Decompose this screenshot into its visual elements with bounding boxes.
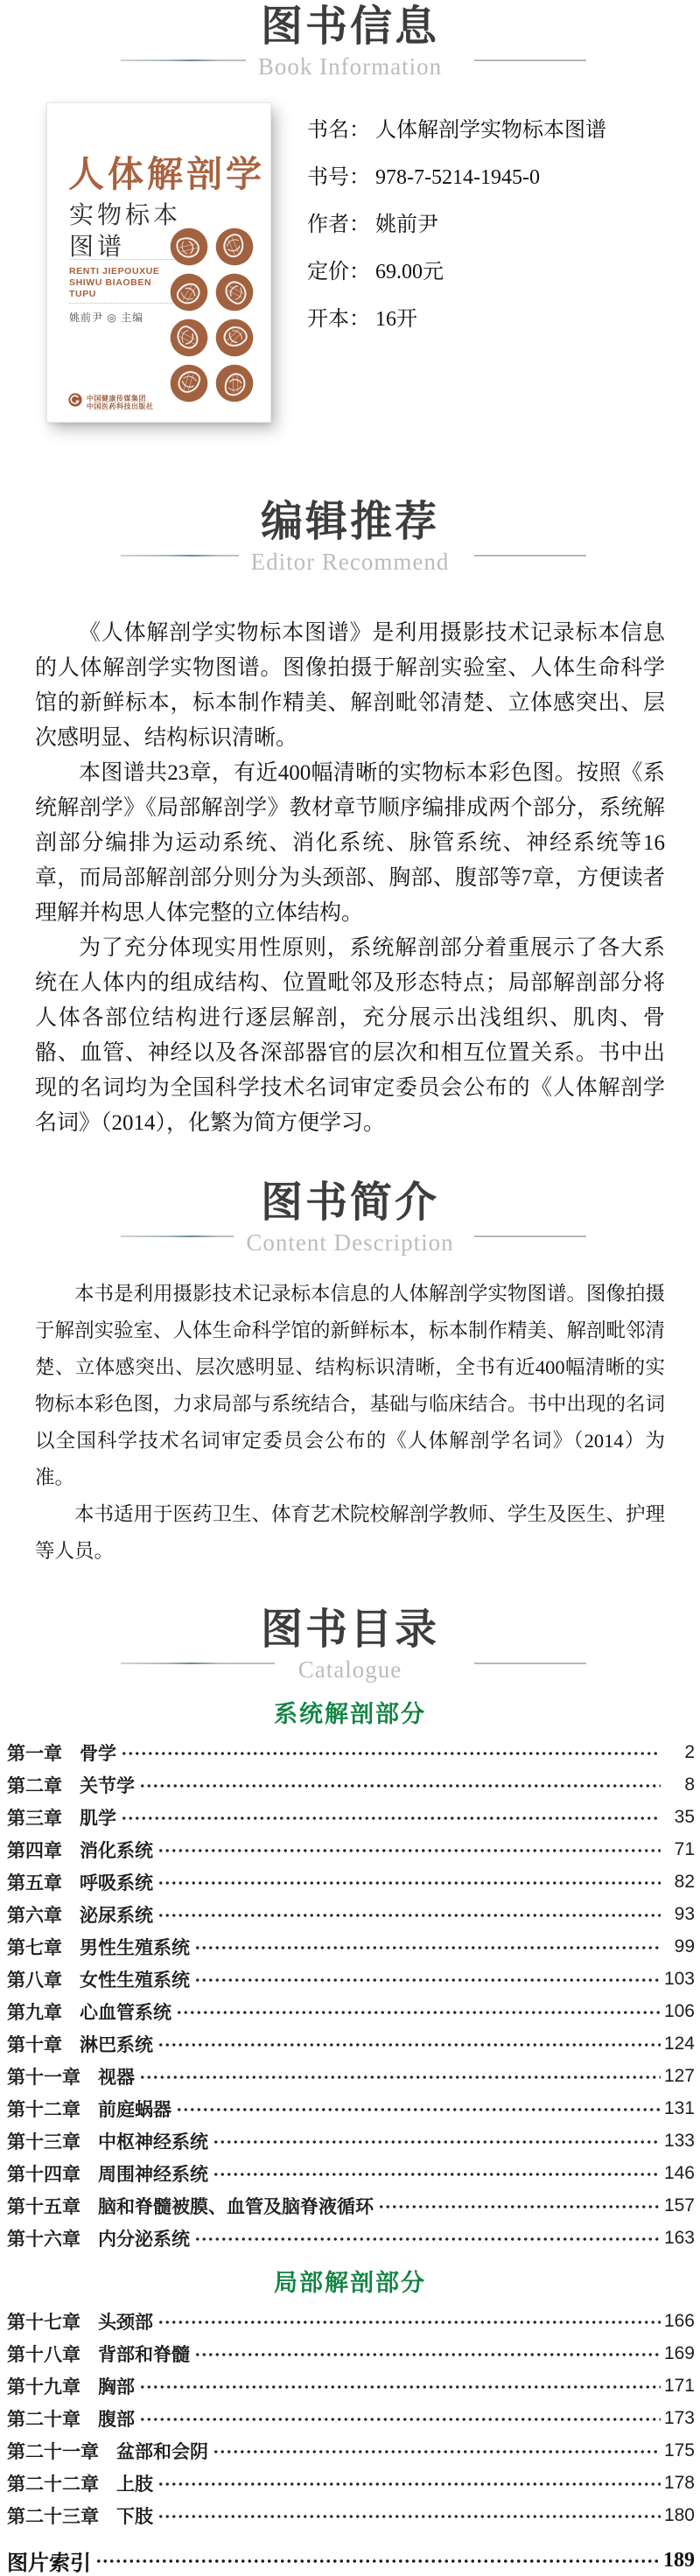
section-title-cn: 图书信息 bbox=[260, 4, 439, 50]
toc-dot-leader bbox=[156, 2041, 661, 2048]
toc-row bbox=[7, 2467, 695, 2499]
toc-chapter-number: 第十章 bbox=[7, 2034, 62, 2055]
metadata-label: 作者： bbox=[307, 214, 370, 236]
metadata-value: 姚前尹 bbox=[375, 214, 438, 236]
section-title-en: Editor Recommend bbox=[239, 546, 462, 578]
cover-subtitle-line1: 实物标本 bbox=[69, 202, 182, 229]
section-title-cn: 编辑推荐 bbox=[260, 499, 439, 545]
toc-dot-leader bbox=[376, 2203, 661, 2210]
toc-chapter-number: 第十四章 bbox=[7, 2164, 80, 2185]
cover-medallion-grid bbox=[170, 228, 254, 402]
toc-page-number: 175 bbox=[663, 2440, 695, 2460]
toc-page-number: 8 bbox=[684, 1774, 695, 1795]
toc-chapter-number: 第四章 bbox=[7, 1840, 62, 1861]
toc-dot-leader bbox=[192, 2236, 661, 2243]
toc-page-number: 124 bbox=[663, 2033, 695, 2054]
catalogue-part2-list bbox=[0, 2305, 700, 2531]
medallion-kidneys-icon bbox=[215, 318, 254, 357]
toc-page-number: 127 bbox=[663, 2065, 695, 2086]
cover-pinyin bbox=[69, 266, 160, 300]
toc-chapter-title: 泌尿系统 bbox=[80, 1905, 153, 1926]
toc-row bbox=[7, 1963, 695, 1995]
toc-dot-leader bbox=[192, 1977, 661, 1984]
section-title-cn: 图书简介 bbox=[260, 1180, 439, 1226]
toc-dot-leader bbox=[211, 2171, 661, 2178]
toc-chapter-number: 第十八章 bbox=[7, 2344, 80, 2365]
metadata-value: 69.00元 bbox=[375, 261, 444, 284]
toc-chapter-number: 第二十二章 bbox=[7, 2474, 99, 2495]
toc-page-number: 103 bbox=[663, 1968, 695, 1989]
book-cover bbox=[47, 103, 270, 422]
toc-page-number: 106 bbox=[663, 2000, 695, 2021]
content-description-text bbox=[0, 1276, 700, 1570]
toc-chapter-title: 呼吸系统 bbox=[80, 1872, 153, 1894]
publisher-line2: 中国医药科技出版社 bbox=[87, 402, 154, 410]
cover-pinyin-line: SHIWU BIAOBEN bbox=[69, 277, 152, 288]
toc-dot-leader bbox=[156, 2481, 661, 2488]
toc-chapter-title: 周围神经系统 bbox=[98, 2164, 208, 2185]
toc-dot-leader bbox=[156, 1847, 661, 1854]
cover-pinyin-line: RENTI JIEPOUXUE bbox=[69, 266, 160, 276]
toc-row bbox=[7, 1833, 695, 1866]
toc-page-number: 2 bbox=[684, 1741, 695, 1762]
toc-page-number: 157 bbox=[663, 2194, 695, 2216]
toc-chapter-title: 视器 bbox=[98, 2067, 135, 2088]
decorative-line-right bbox=[474, 1236, 586, 1237]
cover-title: 人体解剖学 bbox=[68, 154, 265, 194]
toc-page-number: 93 bbox=[674, 1903, 695, 1924]
toc-chapter-number: 第十三章 bbox=[7, 2132, 80, 2152]
cover-separator bbox=[69, 259, 178, 260]
toc-chapter-number: 第二十章 bbox=[7, 2409, 80, 2430]
toc-dot-leader bbox=[156, 2319, 661, 2326]
section-subtitle-row bbox=[0, 51, 700, 86]
catalogue-part2-title: 局部解剖部分 bbox=[274, 2270, 426, 2296]
metadata-label: 定价： bbox=[307, 261, 370, 284]
toc-chapter-number: 第五章 bbox=[7, 1872, 62, 1894]
toc-chapter-number: 第二章 bbox=[7, 1775, 62, 1796]
book-metadata-row bbox=[307, 306, 606, 332]
toc-chapter-title: 背部和脊髓 bbox=[98, 2344, 190, 2365]
publisher-line1: 中国健康传媒集团 bbox=[87, 394, 146, 402]
medallion-shoulder-joint-icon bbox=[215, 228, 254, 266]
toc-chapter-number: 第十七章 bbox=[7, 2312, 80, 2333]
toc-chapter-number: 第十九章 bbox=[7, 2376, 80, 2398]
catalogue-part1-title: 系统解剖部分 bbox=[274, 1701, 426, 1727]
toc-page-number: 166 bbox=[663, 2310, 695, 2331]
toc-dot-leader bbox=[211, 2448, 661, 2455]
toc-chapter-number: 第二十一章 bbox=[7, 2441, 99, 2462]
toc-dot-leader bbox=[192, 2351, 661, 2358]
toc-dot-leader bbox=[192, 1944, 661, 1951]
toc-chapter-number: 第八章 bbox=[7, 1970, 62, 1991]
toc-row bbox=[7, 1995, 695, 2027]
book-metadata-row bbox=[307, 164, 606, 191]
book-metadata-row bbox=[307, 259, 606, 285]
toc-chapter-title: 胸部 bbox=[98, 2376, 135, 2398]
book-info-block bbox=[0, 103, 700, 436]
metadata-value: 978-7-5214-1945-0 bbox=[375, 166, 540, 189]
section-subtitle-row bbox=[0, 1654, 700, 1689]
medallion-neck-muscles-icon bbox=[170, 364, 208, 402]
toc-page-number: 180 bbox=[663, 2504, 695, 2525]
medallion-pelvis-icon bbox=[215, 364, 254, 402]
toc-dot-leader bbox=[156, 1880, 661, 1886]
book-metadata-row bbox=[307, 117, 606, 144]
toc-chapter-number: 第十五章 bbox=[7, 2196, 80, 2217]
toc-dot-leader bbox=[94, 2558, 661, 2565]
toc-page-number: 178 bbox=[663, 2472, 695, 2493]
metadata-label: 书号： bbox=[307, 166, 370, 189]
book-metadata-list bbox=[270, 103, 606, 436]
paragraph: 本图谱共23章，有近400幅清晰的实物标本彩色图。按照《系统解剖学》《局部解剖学》教材章节顺序编排成两个部分，系统解剖部分编排为运动系统、消化系统、脉管系统、神经系统等16章，而局部解剖部分则分为头颈部、胸部、腹部等7章，方便读者理解并构思人体完整的立体结构。 bbox=[35, 761, 665, 925]
paragraph: 本书是利用摄影技术记录标本信息的人体解剖学实物图谱。图像拍摄于解剖实验室、人体生命科学馆的新鲜标本，标本制作精美、解剖毗邻清楚、立体感突出、层次感明显、结构标识清晰，全书有近400幅清晰的实物标本彩色图，力求局部与系统结合，基础与临床结合。书中出现的名词以全国科学技术名词审定委员会公布的《人体解剖学名词》（2014）为准。 bbox=[35, 1283, 666, 1488]
toc-row bbox=[7, 2189, 695, 2222]
toc-row bbox=[7, 2092, 695, 2124]
toc-row bbox=[7, 1801, 695, 1833]
toc-chapter-title: 心血管系统 bbox=[80, 2002, 172, 2023]
toc-dot-leader bbox=[174, 2106, 661, 2113]
cover-subtitle-line2: 图谱 bbox=[69, 234, 126, 261]
picture-index-page: 189 bbox=[663, 2548, 695, 2572]
toc-chapter-number: 第十一章 bbox=[7, 2067, 80, 2088]
toc-chapter-title: 下肢 bbox=[116, 2506, 153, 2527]
section-title-en: Book Information bbox=[246, 51, 454, 82]
toc-dot-leader bbox=[137, 2384, 661, 2390]
metadata-value: 人体解剖学实物标本图谱 bbox=[375, 119, 606, 142]
toc-chapter-title: 内分泌系统 bbox=[98, 2229, 190, 2250]
picture-index-title: 图片索引 bbox=[7, 2552, 91, 2575]
toc-row bbox=[7, 1898, 695, 1930]
toc-row bbox=[7, 1768, 695, 1801]
toc-dot-leader bbox=[174, 2009, 661, 2016]
toc-row bbox=[7, 2499, 695, 2531]
paragraph: 本书适用于医药卫生、体育艺术院校解剖学教师、学生及医生、护理等人员。 bbox=[35, 1503, 666, 1562]
toc-chapter-title: 腹部 bbox=[98, 2409, 135, 2430]
toc-dot-leader bbox=[211, 2138, 661, 2146]
decorative-line-right bbox=[474, 60, 586, 61]
editor-recommend-section-header bbox=[0, 499, 700, 581]
paragraph: 为了充分体现实用性原则，系统解剖部分着重展示了各大系统在人体内的组成结构、位置毗邻及形态特点；局部解剖部分将人体各部位结构进行逐层解剖，充分展示出浅组织、肌肉、骨骼、血管、神经以及各深部器官的层次和相互位置关系。书中出现的名词均为全国科学技术名词审定委员会公布的《人体解剖学名词》（2014），化繁为简方便学习。 bbox=[35, 936, 665, 1135]
medallion-stomach-intestines-icon bbox=[215, 273, 254, 312]
toc-dot-leader bbox=[119, 1815, 661, 1822]
section-title-cn: 图书目录 bbox=[260, 1606, 439, 1653]
toc-row bbox=[7, 2434, 695, 2467]
toc-page-number: 82 bbox=[674, 1871, 695, 1892]
toc-dot-leader bbox=[156, 1912, 661, 1919]
toc-dot-leader bbox=[137, 1782, 661, 1789]
toc-chapter-title: 消化系统 bbox=[80, 1840, 153, 1861]
cover-separator bbox=[69, 303, 178, 304]
toc-page-number: 35 bbox=[674, 1806, 695, 1827]
toc-row bbox=[7, 2337, 695, 2370]
toc-row bbox=[7, 1866, 695, 1898]
toc-chapter-title: 肌学 bbox=[80, 1808, 116, 1829]
toc-page-number: 163 bbox=[663, 2227, 695, 2248]
toc-dot-leader bbox=[137, 2416, 661, 2423]
toc-row bbox=[7, 2370, 695, 2402]
toc-chapter-title: 盆部和会阴 bbox=[116, 2441, 208, 2462]
toc-row bbox=[7, 2222, 695, 2254]
toc-chapter-title: 中枢神经系统 bbox=[98, 2132, 208, 2152]
toc-row bbox=[7, 2157, 695, 2189]
decorative-line-right bbox=[474, 555, 586, 556]
toc-dot-leader bbox=[137, 2074, 661, 2081]
cover-author-line: 姚前尹 ◎ 主编 bbox=[69, 312, 144, 324]
toc-chapter-title: 头颈部 bbox=[98, 2312, 153, 2333]
picture-index-row bbox=[0, 2545, 700, 2575]
editor-recommend-text bbox=[0, 616, 700, 1141]
toc-chapter-number: 第二十三章 bbox=[7, 2506, 99, 2527]
toc-page-number: 131 bbox=[663, 2097, 695, 2118]
toc-row bbox=[7, 1736, 695, 1768]
toc-page-number: 133 bbox=[663, 2130, 695, 2151]
section-title-en: Catalogue bbox=[286, 1654, 414, 1685]
publisher-name bbox=[87, 395, 154, 410]
decorative-line-right bbox=[474, 1662, 586, 1664]
cover-pinyin-line: TUPU bbox=[69, 289, 96, 299]
publisher-logo-icon bbox=[68, 393, 82, 411]
section-subtitle-row bbox=[0, 546, 700, 581]
toc-row bbox=[7, 2027, 695, 2060]
toc-dot-leader bbox=[119, 1750, 661, 1757]
toc-row bbox=[7, 2402, 695, 2434]
toc-chapter-number: 第九章 bbox=[7, 2002, 62, 2023]
toc-chapter-number: 第一章 bbox=[7, 1743, 62, 1764]
toc-page-number: 173 bbox=[663, 2407, 695, 2428]
publisher-block bbox=[68, 393, 154, 411]
metadata-value: 16开 bbox=[375, 308, 417, 331]
medallion-jaw-teeth-icon bbox=[170, 273, 208, 312]
content-description-section-header bbox=[0, 1180, 700, 1262]
medallion-heart-icon bbox=[170, 228, 208, 266]
medallion-foot-bones-icon bbox=[170, 318, 208, 357]
toc-page-number: 71 bbox=[674, 1838, 695, 1859]
toc-chapter-title: 女性生殖系统 bbox=[80, 1970, 190, 1991]
paragraph: 《人体解剖学实物标本图谱》是利用摄影技术记录标本信息的人体解剖学实物图谱。图像拍摄于解剖实验室、人体生命科学馆的新鲜标本，标本制作精美、解剖毗邻清楚、立体感突出、层次感明显、结构标识清晰。 bbox=[35, 621, 665, 750]
toc-page-number: 99 bbox=[674, 1936, 695, 1956]
toc-row bbox=[7, 2060, 695, 2092]
decorative-line-left bbox=[121, 1662, 275, 1664]
toc-page-number: 169 bbox=[663, 2342, 695, 2363]
metadata-label: 书名： bbox=[307, 119, 370, 142]
toc-chapter-number: 第十二章 bbox=[7, 2099, 80, 2120]
section-title-en: Content Description bbox=[234, 1227, 466, 1258]
catalogue-section-header bbox=[0, 1606, 700, 1689]
toc-page-number: 146 bbox=[663, 2162, 695, 2183]
section-subtitle-row bbox=[0, 1227, 700, 1262]
metadata-label: 开本： bbox=[307, 308, 370, 331]
toc-row bbox=[7, 2124, 695, 2157]
toc-chapter-title: 关节学 bbox=[80, 1775, 135, 1796]
toc-chapter-number: 第六章 bbox=[7, 1905, 62, 1926]
toc-page-number: 171 bbox=[663, 2375, 695, 2396]
toc-chapter-title: 淋巴系统 bbox=[80, 2034, 153, 2055]
toc-dot-leader bbox=[156, 2513, 661, 2520]
toc-chapter-number: 第三章 bbox=[7, 1808, 62, 1829]
book-metadata-row bbox=[307, 212, 606, 238]
toc-chapter-title: 脑和脊髓被膜、血管及脑脊液循环 bbox=[98, 2196, 374, 2217]
toc-chapter-title: 上肢 bbox=[116, 2474, 153, 2495]
toc-row bbox=[7, 1930, 695, 1963]
catalogue-part1-list bbox=[0, 1736, 700, 2254]
toc-chapter-number: 第十六章 bbox=[7, 2229, 80, 2250]
toc-chapter-number: 第七章 bbox=[7, 1937, 62, 1958]
toc-row bbox=[7, 2305, 695, 2337]
toc-chapter-title: 前庭蜗器 bbox=[98, 2099, 172, 2120]
toc-chapter-title: 男性生殖系统 bbox=[80, 1937, 190, 1958]
book-info-section-header bbox=[0, 0, 700, 86]
toc-chapter-title: 骨学 bbox=[80, 1743, 116, 1764]
